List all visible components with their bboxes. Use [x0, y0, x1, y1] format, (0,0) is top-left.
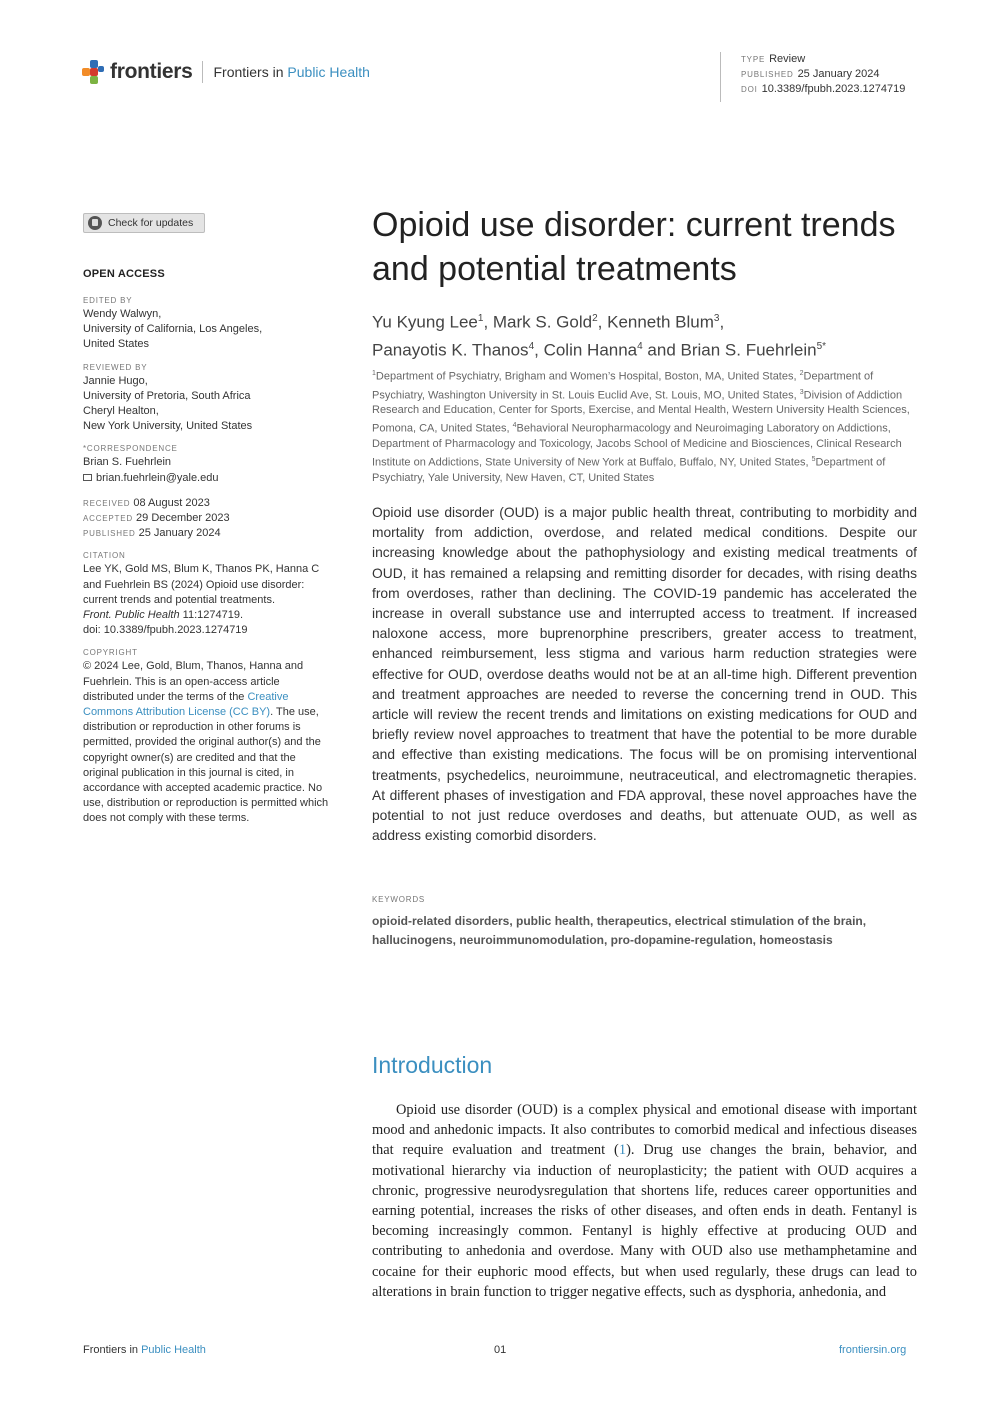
footer-site-link[interactable]: frontiersin.org: [839, 1344, 907, 1356]
copyright-text-pre: © 2024 Lee, Gold, Blum, Thanos, Hanna and Fuehrlein. This is an open-access article distributed under the terms of the: [83, 660, 304, 703]
accepted-date: 29 December 2023: [136, 512, 230, 525]
affiliation: Division of Addiction Research and Education, Center for Sports, Exercise, and Mental Health, Western University Health Sciences, Pomona, CA, United States,: [372, 389, 910, 435]
editor-line: University of California, Los Angeles,: [83, 323, 263, 336]
introduction-paragraph: Opioid use disorder (OUD) is a complex physical and emotional disease with important mood and anhedonic impacts. It also contributes to comorbid medical and infectious diseases that require evaluation and treatment (1). Drug use changes the brain, behavior, and motivational hierarchy via induction of neuroplasticity; the patient with OUD acquires a chronic, progressive neurodysregulation that shortens life, reduces career opportunities and earning potential, increases the risks of other diseases, and often ends in death. Fentanyl is becoming increasingly common. Fentanyl is highly effective at producing OUD and contributing to anhedonia and overdose. Many with OUD also use methamphetamine and cocaine for their euphoric mood effects, but when used regularly, these drugs can lead to alterations in brain function to trigger negative effects, such as dysphoria, anhedonia, and: [372, 1102, 917, 1300]
reviewer-line: New York University, United States: [83, 420, 253, 433]
editor-line: United States: [83, 338, 150, 351]
author-name[interactable]: Panayotis K. Thanos: [372, 340, 529, 360]
footer-journal: Frontiers in Public Health: [83, 1344, 206, 1356]
correspondence-email[interactable]: brian.fuehrlein@yale.edu: [96, 471, 219, 484]
logo-divider: [202, 61, 203, 83]
brand-name: frontiers: [110, 60, 193, 83]
citation-text: Lee YK, Gold MS, Blum K, Thanos PK, Hanna C and Fuehrlein BS (2024) Opioid use disorder: current trends and potential treatments.: [83, 563, 320, 606]
reviewer-line: Jannie Hugo,: [83, 374, 148, 387]
article-published: PUBLISHED 25 January 2024: [741, 68, 880, 80]
affiliation: Department of Psychiatry, Washington University in St. Louis Euclid Ave, St. Louis, MO, United States,: [372, 370, 874, 402]
author-name[interactable]: Kenneth Blum: [607, 312, 714, 332]
citation-doi[interactable]: doi: 10.3389/fpubh.2023.1274719: [83, 624, 248, 637]
check-for-updates-button[interactable]: [83, 213, 205, 233]
copyright-section: COPYRIGHT © 2024 Lee, Gold, Blum, Thanos, Hanna and Fuehrlein. This is an open-access article distributed under the terms of the Creative Commons Attribution License (CC BY). The use, distribution or reproduction in other forums is permitted, provided the original author(s) and the copyright owner(s) are credited and that the original publication in this journal is cited, in accordance with accepted academic practice. No use, distribution or reproduction is permitted which does not comply with these terms.: [83, 648, 329, 825]
frontiers-logo[interactable]: [82, 60, 370, 84]
editor-line: Wendy Walwyn,: [83, 308, 162, 320]
article-type: TYPE Review: [741, 53, 806, 65]
affiliations: $^1$Department of Psychiatry, Brigham and Women’s Hospital, Boston, MA, United States, $^2$Department of Psychiatry, Washington University in St. Louis Euclid Ave, St. Louis, MO, United States, $^3$Division of Addiction Research and Education, Center for Sports, Exercise, and Mental Health, Western University Health Sciences, Pomona, CA, United States, $^4$Behavioral Neuropharmacology and Neuroimaging Laboratory on Addictions, Department of Pharmacology and Toxicology, Jacobs School of Medicine and Biosciences, Clinical Research Institute on Addictions, State University of New York at Buffalo, Buffalo, NY, United States, $^5$Department of Psychiatry, Yale University, New Haven, CT, United States: [372, 370, 910, 484]
reviewer-line: Cheryl Healton,: [83, 405, 159, 418]
check-updates-icon: [88, 216, 102, 230]
author-name[interactable]: Brian S. Fuehrlein: [680, 340, 817, 360]
reference-link[interactable]: 1: [618, 1142, 627, 1159]
license-link[interactable]: Creative Commons Attribution License (CC BY): [83, 690, 289, 719]
published-date: 25 January 2024: [138, 527, 221, 540]
doi-link[interactable]: 10.3389/fpubh.2023.1274719: [761, 83, 906, 95]
author-name[interactable]: Yu Kyung Lee: [372, 312, 478, 332]
author-name[interactable]: Mark S. Gold: [492, 312, 593, 332]
section-heading-introduction: Introduction: [372, 1052, 493, 1078]
journal-name[interactable]: [213, 64, 369, 80]
affiliation: Behavioral Neuropharmacology and Neuroimaging Laboratory on Addictions, Department of Pharmacology and Toxicology, Jacobs School of Medicine and Biosciences, Clinical Research Institute on Addictions, State University of New York at Buffalo, Buffalo, NY, United States,: [372, 422, 902, 469]
frontiers-logo-icon: [82, 60, 104, 84]
abstract: Opioid use disorder (OUD) is a major public health threat, contributing to morbidity and mortality from addiction, overdose, and related medical conditions. Despite our increasing knowledge about the pathophysiology and existing medical treatments of OUD, it has remained a relapsing and remitting disorder for decades, with rising deaths from overdoses, rather than declining. The COVID-19 pandemic has accelerated the increase in overall substance use and interrupted access to treatment. If increased naloxone access, more buprenorphine prescribers, greater access to treatment, enhanced reimbursement, less stigma and various harm reduction strategies were effective for OUD, overdose deaths would not be at an all-time high. Different prevention and treatment approaches are needed to reverse the concerning trend in OUD. This article will review the recent trends and limitations on existing medications for OUD and briefly review novel approaches to treatment that have the potential to be more durable and effective than existing medications. The focus will be on promising interventional treatments, psychedelics, neuroimmune, neutraceutical, and electromagnetic therapies. At different phases of investigation and FDA approval, these novel approaches have the potential to not just reduce overdoses and deaths, but attenuate OUD, as well as address existing comorbid disorders.: [372, 505, 917, 844]
journal-title: Public Health: [287, 64, 370, 80]
author-list: Yu Kyung Lee$^1$, Mark S. Gold$^2$, Kenneth Blum$^3$, Panayotis K. Thanos$^4$, Colin Hanna$^4$ and Brian S. Fuehrlein$^{5*}$: [372, 312, 827, 360]
open-access-label: OPEN ACCESS: [83, 268, 165, 280]
correspondence-section: *CORRESPONDENCE Brian S. Fuehrlein brian.fuehrlein@yale.edu: [83, 444, 333, 485]
article-doi: DOI 10.3389/fpubh.2023.1274719: [741, 83, 906, 95]
dates-section: RECEIVED 08 August 2023 ACCEPTED 29 December 2023 PUBLISHED 25 January 2024: [83, 496, 230, 540]
reviewed-by-section: REVIEWED BY Jannie Hugo, University of Pretoria, South Africa Cheryl Healton, New York University, United States: [83, 363, 333, 435]
journal-prefix: Frontiers in: [213, 64, 284, 80]
check-updates-label: Check for updates: [108, 217, 194, 229]
copyright-text-post: . The use, distribution or reproduction in other forums is permitted, provided the original author(s) and the copyright owner(s) are credited and that the original publication in this journal is cited, in accordance with accepted academic practice. No use, distribution or reproduction is permitted which does not comply with these terms.: [83, 706, 329, 825]
affiliation: Department of Psychiatry, Brigham and Women’s Hospital, Boston, MA, United States,: [375, 370, 800, 383]
page-number: 01: [494, 1344, 507, 1356]
correspondence-name: Brian S. Fuehrlein: [83, 456, 172, 469]
edited-by-section: EDITED BY Wendy Walwyn, University of California, Los Angeles, United States: [83, 296, 333, 353]
reviewer-line: University of Pretoria, South Africa: [83, 389, 251, 402]
article-meta: [720, 52, 905, 102]
keywords-label: KEYWORDS: [372, 895, 426, 904]
citation-section: CITATION Lee YK, Gold MS, Blum K, Thanos PK, Hanna C and Fuehrlein BS (2024) Opioid use disorder: current trends and potential treatments. Front. Public Health 11:1274719. doi: 10.3389/fpubh.2023.1274719: [83, 551, 320, 637]
mail-icon: [83, 474, 92, 481]
article-title: Opioid use disorder: current trends and potential treatments: [372, 206, 896, 288]
citation-journal: Front. Public Health: [83, 609, 180, 622]
article-info-sidebar: [83, 268, 333, 837]
received-date: 08 August 2023: [133, 496, 210, 509]
citation-volume: 11:1274719.: [179, 609, 244, 622]
keywords: opioid-related disorders, public health, therapeutics, electrical stimulation of the brain, hallucinogens, neuroimmunomodulation, pro-dopamine-regulation, homeostasis: [372, 914, 867, 947]
author-name[interactable]: Colin Hanna: [543, 340, 638, 360]
affiliation: Department of Psychiatry, Yale University, New Haven, CT, United States: [372, 456, 886, 484]
